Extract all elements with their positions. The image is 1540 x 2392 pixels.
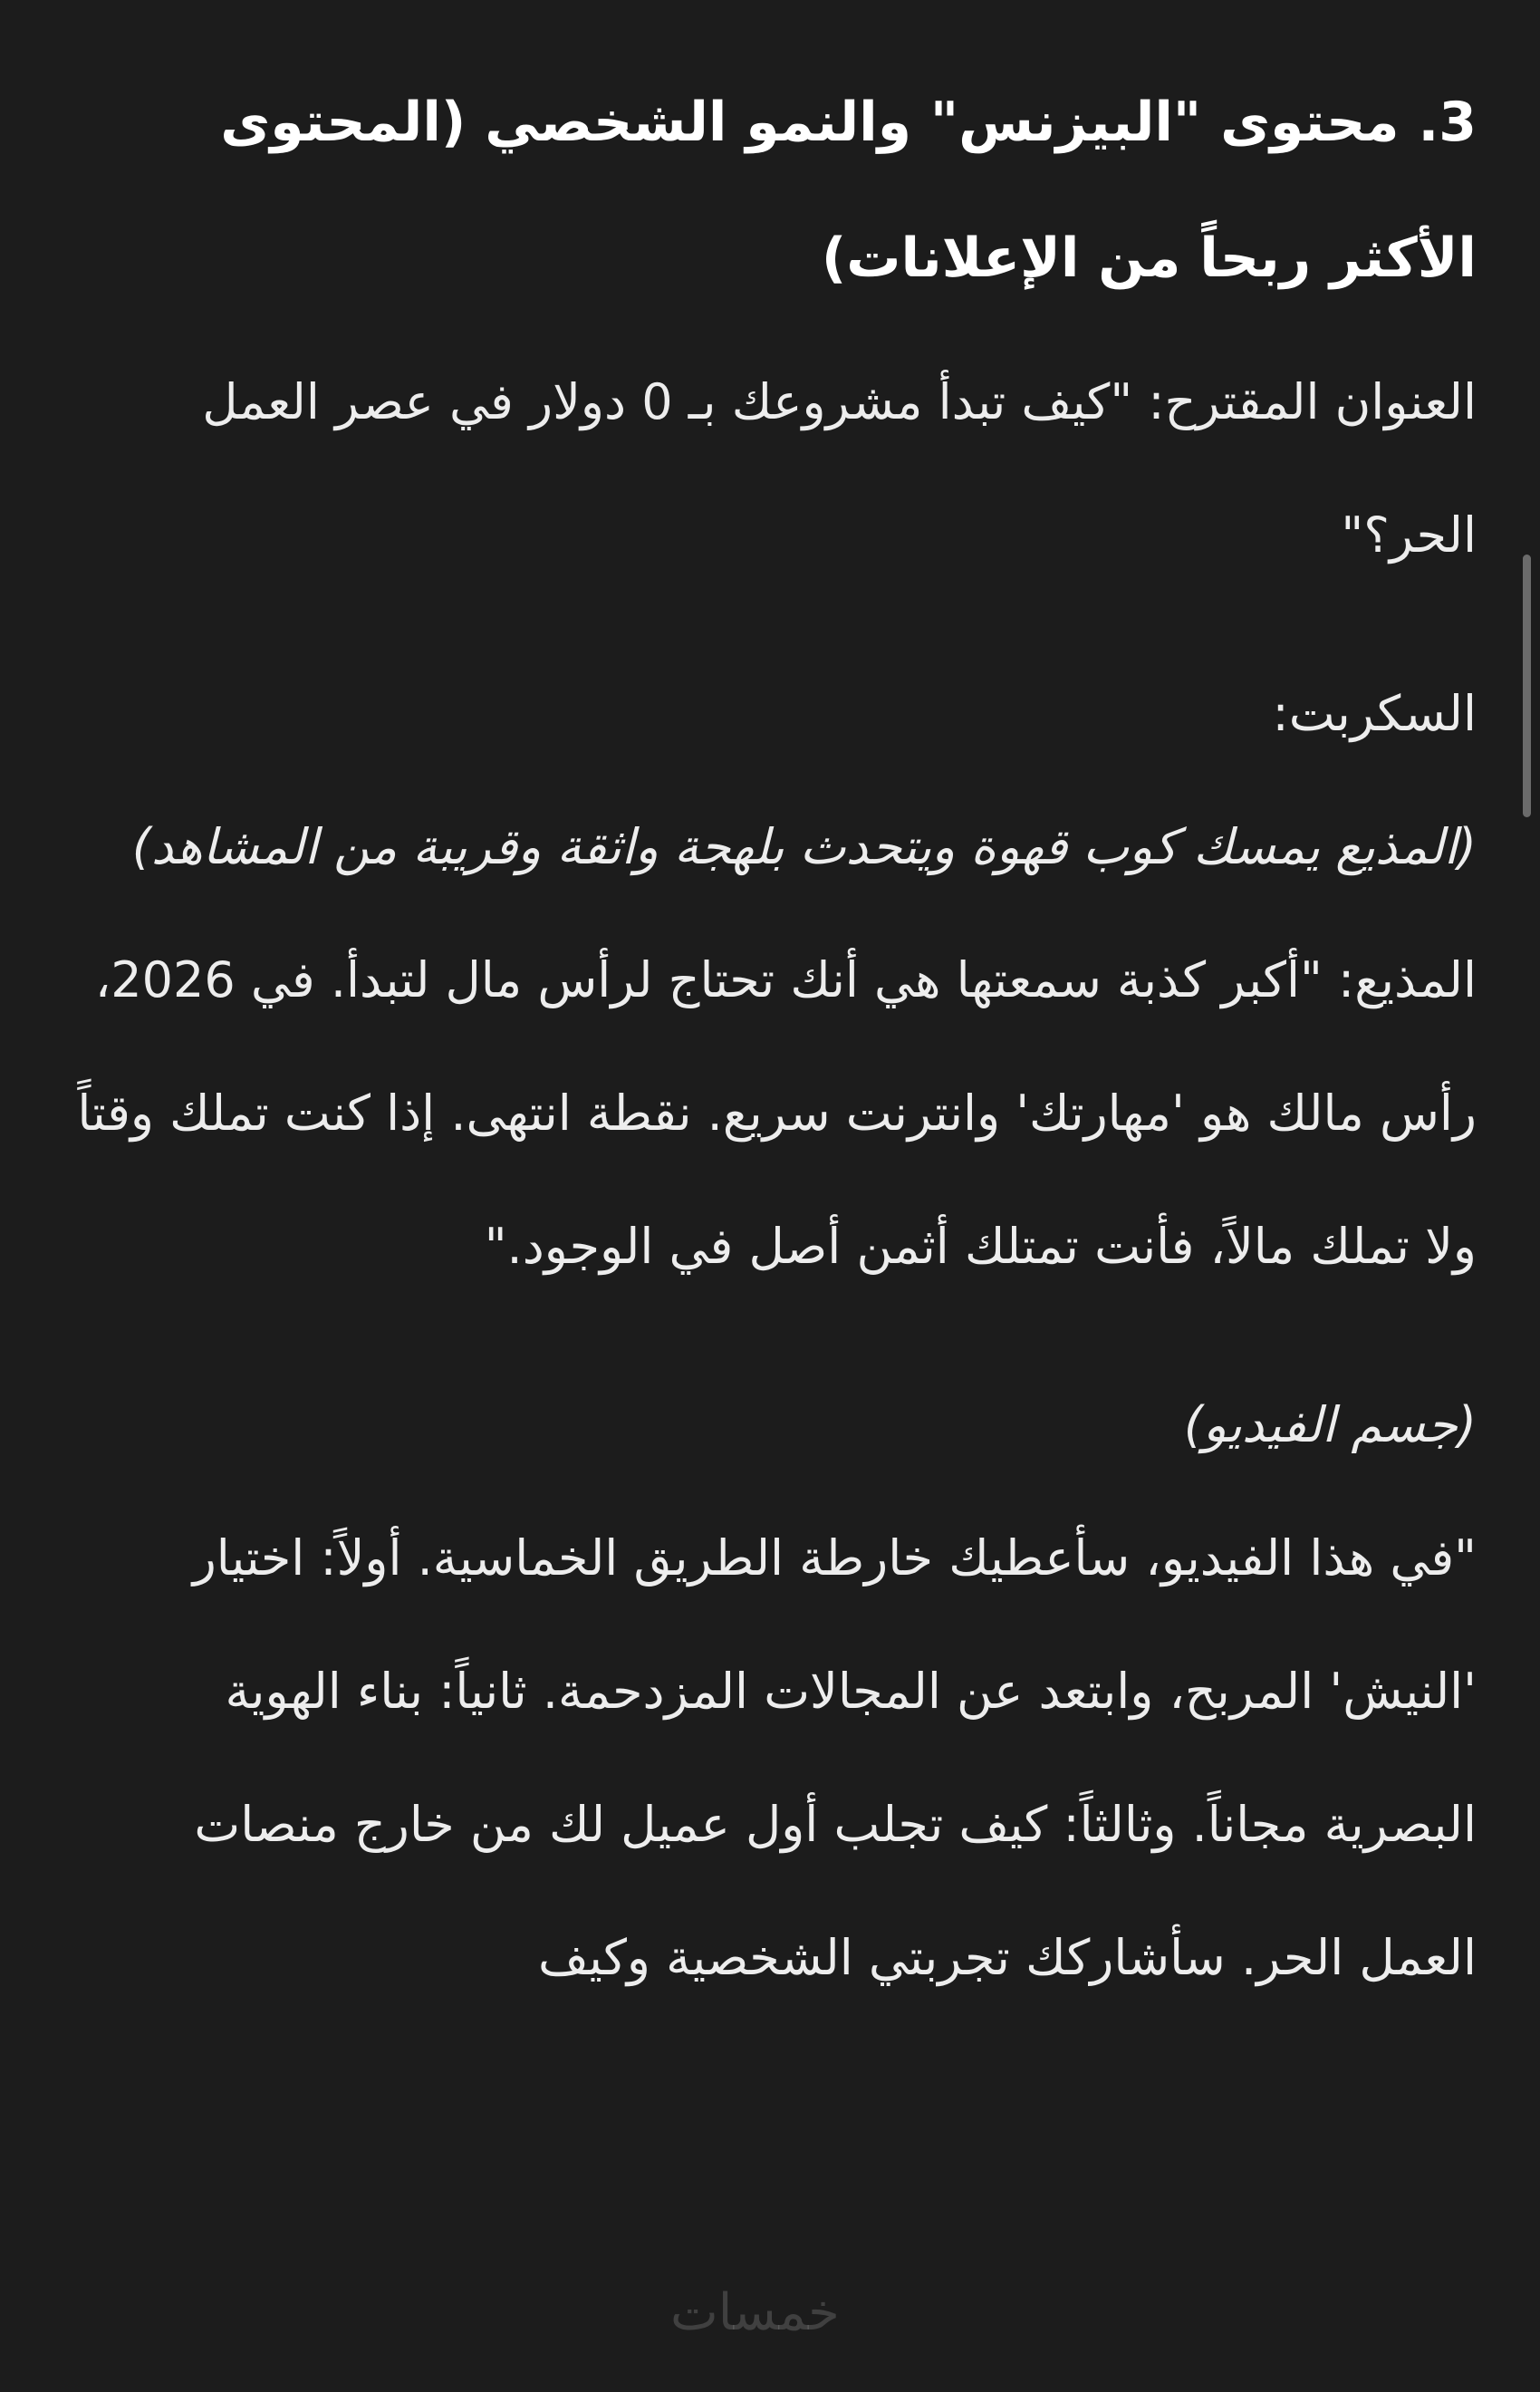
document-body [63,54,1477,2024]
section-heading: 3. محتوى "البيزنس" والنمو الشخصي (المحتوى الأكثر ربحاً من الإعلانات) [220,91,1477,290]
host-line: المذيع: "أكبر كذبة سمعتها هي أنك تحتاج لرأس مال لتبدأ. في 2026، رأس مالك هو 'مهارتك' وانترنت سريع. نقطة انتهى. إذا كنت تملك وقتاً ولا تملك مالاً، فأنت تمتلك أثمن أصل في الوجود." [77,951,1477,1275]
watermark-logo: خمسات [670,2283,840,2342]
video-body-text: "في هذا الفيديو، سأعطيك خارطة الطريق الخماسية. أولاً: اختيار 'النيش' المربح، وابتعد عن المجالات المزدحمة. ثانياً: بناء الهوية البصرية مجاناً. وثالثاً: كيف تجلب أول عميل لك من خارج منصات العمل الحر. سأشاركك تجربتي الشخصية وكيف [192,1529,1477,1986]
script-label: السكربت: [1272,685,1477,742]
video-body-label: (جسم الفيديو) [1183,1396,1477,1453]
suggested-title: العنوان المقترح: "كيف تبدأ مشروعك بـ 0 دولار في عصر العمل الحر؟" [202,373,1477,564]
stage-direction: (المذيع يمسك كوب قهوة ويتحدث بلهجة واثقة وقريبة من المشاهد) [131,818,1477,875]
scrollbar[interactable] [1523,555,1531,817]
